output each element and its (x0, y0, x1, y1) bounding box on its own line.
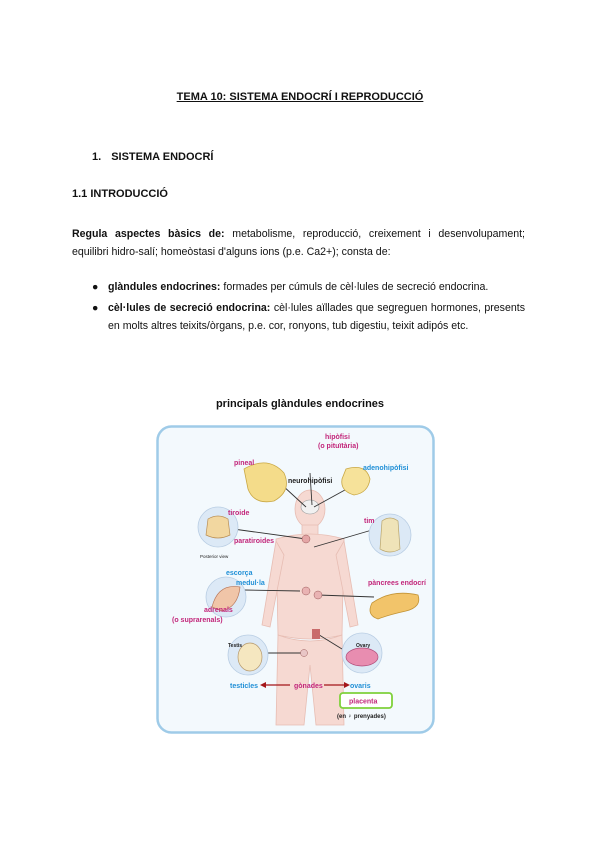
section-number: 1. (92, 151, 102, 163)
label-pancrees: pàncrees endocrí (368, 580, 426, 587)
label-paratiroides: paratiroides (234, 538, 275, 545)
page-title: TEMA 10: SISTEMA ENDOCRÍ I REPRODUCCIÓ (176, 91, 424, 103)
bullet-text: formades per cúmuls de cèl·lules de secreció endocrina. (220, 281, 489, 293)
label-ovaris: ovaris (350, 683, 371, 690)
list-item (92, 278, 525, 297)
intro-text: metabolisme, reproducció, creixement i desenvolupament; equilibri hidro-salí; homeòstasi d'alguns ions (p.e. Ca2+); consta de: (72, 228, 525, 258)
bullet-icon: ● (92, 301, 99, 314)
label-tiroide: tiroide (228, 510, 250, 517)
bullet-icon: ● (92, 281, 99, 293)
list-item (92, 299, 525, 336)
label-escorca: escorça (226, 570, 253, 577)
intro-paragraph (72, 225, 525, 261)
figure-caption: principals glàndules endocrines (215, 398, 385, 410)
bullet-term: glàndules endocrines: (108, 281, 221, 293)
thyroid-dot-icon (302, 535, 310, 543)
label-medulla: medul·la (236, 580, 265, 587)
bullet-term: cèl·lules de secreció endocrina: (108, 301, 271, 314)
label-adrenals: adrenals (204, 607, 233, 614)
label-hipofisi: hipòfisi (325, 434, 350, 441)
label-suprarenals: (o suprarenals) (172, 617, 223, 624)
subsection-heading: 1.1 INTRODUCCIÓ (72, 188, 168, 200)
label-embarassades: (en ♀ prenyades) (337, 714, 386, 720)
label-pineal: pineal (234, 460, 255, 467)
section-title: SISTEMA ENDOCRÍ (111, 151, 214, 163)
label-pituitaria: (o pituïtària) (318, 443, 359, 450)
label-ovary: Ovary (356, 643, 371, 649)
label-placenta: placenta (349, 698, 378, 706)
endocrine-diagram (156, 425, 435, 734)
label-gonades: gònades (294, 683, 323, 690)
bullet-list (92, 278, 525, 338)
intro-lead: Regula aspectes bàsics de: (72, 228, 225, 240)
label-testis: Testis (228, 643, 243, 649)
bullet-text: cèl·lules aïllades que segreguen hormones, presents en molts altres teixits/òrgans, p.e. cor, ronyons, tub digestiu, teixit adipós etc. (108, 301, 525, 332)
label-neurohipofisi: neurohipòfisi (288, 478, 333, 485)
section-heading (92, 151, 213, 163)
label-adenohipofisi: adenohipòfisi (363, 465, 409, 472)
label-tim: tim (364, 518, 375, 525)
brain-icon (301, 500, 319, 514)
label-posterior-view: Posterior view (200, 554, 229, 559)
endocrine-glands-figure (156, 425, 435, 734)
uterus-icon (312, 629, 320, 639)
label-testicles: testicles (230, 683, 259, 690)
